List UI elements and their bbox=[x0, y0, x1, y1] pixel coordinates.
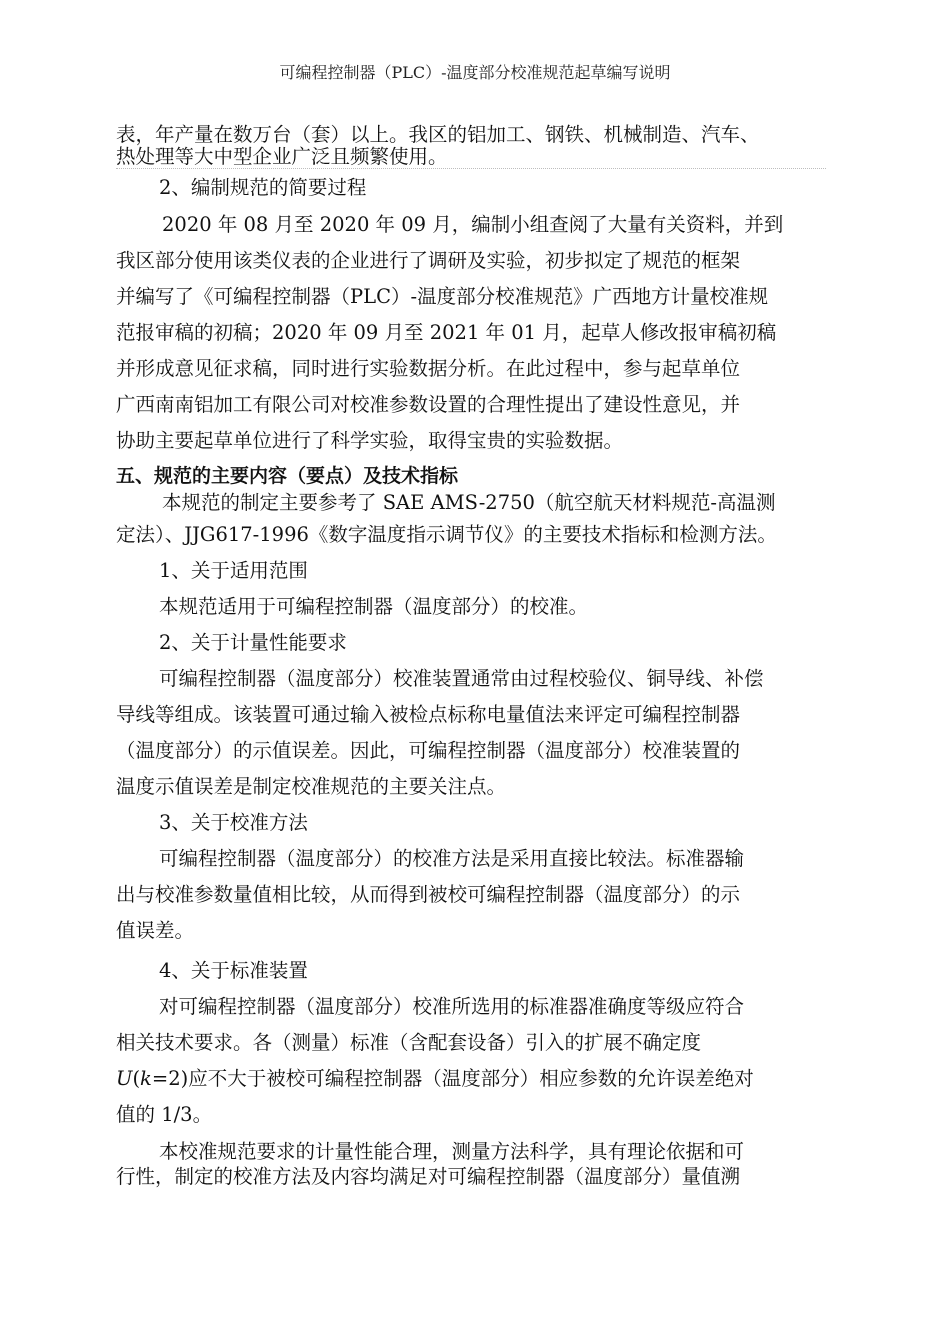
method-heading: 3、关于校准方法 bbox=[159, 811, 308, 834]
process-line: 并形成意见征求稿，同时进行实验数据分析。在此过程中，参与起草单位 bbox=[116, 357, 741, 380]
process-line: 并编写了《可编程控制器（PLC）-温度部分校准规范》广西地方计量校准规 bbox=[116, 285, 769, 308]
process-heading: 2、编制规范的简要过程 bbox=[159, 176, 367, 199]
scope-text: 本规范适用于可编程控制器（温度部分）的校准。 bbox=[159, 595, 589, 618]
standard-line: 对可编程控制器（温度部分）校准所选用的标准器准确度等级应符合 bbox=[159, 995, 745, 1018]
process-line: 2020 年 08 月至 2020 年 09 月，编制小组查阅了大量有关资料，并到 bbox=[162, 213, 784, 236]
method-line: 出与校准参数量值相比较，从而得到被校可编程控制器（温度部分）的示 bbox=[116, 883, 741, 906]
method-line: 值误差。 bbox=[116, 919, 195, 942]
process-line: 广西南南铝加工有限公司对校准参数设置的合理性提出了建设性意见，并 bbox=[116, 393, 741, 416]
standard-formula-line bbox=[116, 1061, 836, 1097]
scope-heading: 1、关于适用范围 bbox=[159, 559, 308, 582]
conclusion-line: 行性，制定的校准方法及内容均满足对可编程控制器（温度部分）量值溯 bbox=[116, 1165, 741, 1188]
formula-rest: =2) bbox=[151, 1067, 189, 1090]
process-line: 我区部分使用该类仪表的企业进行了调研及实验，初步拟定了规范的框架 bbox=[116, 249, 741, 272]
formula-u: U bbox=[116, 1067, 133, 1090]
section-5-intro-line: 定法）、JJG617-1996《数字温度指示调节仪》的主要技术指标和检测方法。 bbox=[116, 523, 777, 546]
metrology-heading: 2、关于计量性能要求 bbox=[159, 631, 347, 654]
header-title: 可编程控制器（PLC）-温度部分校准规范起草编写说明 bbox=[279, 63, 671, 82]
metrology-line: （温度部分）的示值误差。因此，可编程控制器（温度部分）校准装置的 bbox=[116, 739, 741, 762]
page-header bbox=[0, 63, 950, 83]
standard-line: 值的 1/3。 bbox=[116, 1103, 213, 1126]
process-line: 协助主要起草单位进行了科学实验，取得宝贵的实验数据。 bbox=[116, 429, 624, 452]
conclusion-line: 本校准规范要求的计量性能合理，测量方法科学，具有理论依据和可 bbox=[159, 1140, 745, 1163]
section-5-title: 五、规范的主要内容（要点）及技术指标 bbox=[116, 465, 459, 487]
standard-heading: 4、关于标准装置 bbox=[159, 959, 308, 982]
intro-line: 热处理等大中型企业广泛且频繁使用。 bbox=[116, 146, 826, 169]
standard-line-rest: 应不大于被校可编程控制器（温度部分）相应参数的允许误差绝对 bbox=[188, 1067, 754, 1090]
metrology-line: 导线等组成。该装置可通过输入被检点标称电量值法来评定可编程控制器 bbox=[116, 703, 741, 726]
document-body bbox=[116, 124, 836, 1189]
metrology-line: 可编程控制器（温度部分）校准装置通常由过程校验仪、铜导线、补偿 bbox=[159, 667, 764, 690]
standard-line: 相关技术要求。各（测量）标准（含配套设备）引入的扩展不确定度 bbox=[116, 1031, 702, 1054]
method-line: 可编程控制器（温度部分）的校准方法是采用直接比较法。标准器输 bbox=[159, 847, 745, 870]
process-line: 范报审稿的初稿；2020 年 09 月至 2021 年 01 月，起草人修改报审稿初稿 bbox=[116, 321, 777, 344]
intro-line: 表，年产量在数万台（套）以上。我区的铝加工、钢铁、机械制造、汽车、 bbox=[116, 124, 760, 146]
section-5-intro-line: 本规范的制定主要参考了 SAE AMS-2750（航空航天材料规范-高温测 bbox=[162, 491, 776, 514]
formula-open: ( bbox=[132, 1067, 141, 1090]
metrology-line: 温度示值误差是制定校准规范的主要关注点。 bbox=[116, 775, 507, 798]
formula-k: k bbox=[140, 1067, 152, 1090]
